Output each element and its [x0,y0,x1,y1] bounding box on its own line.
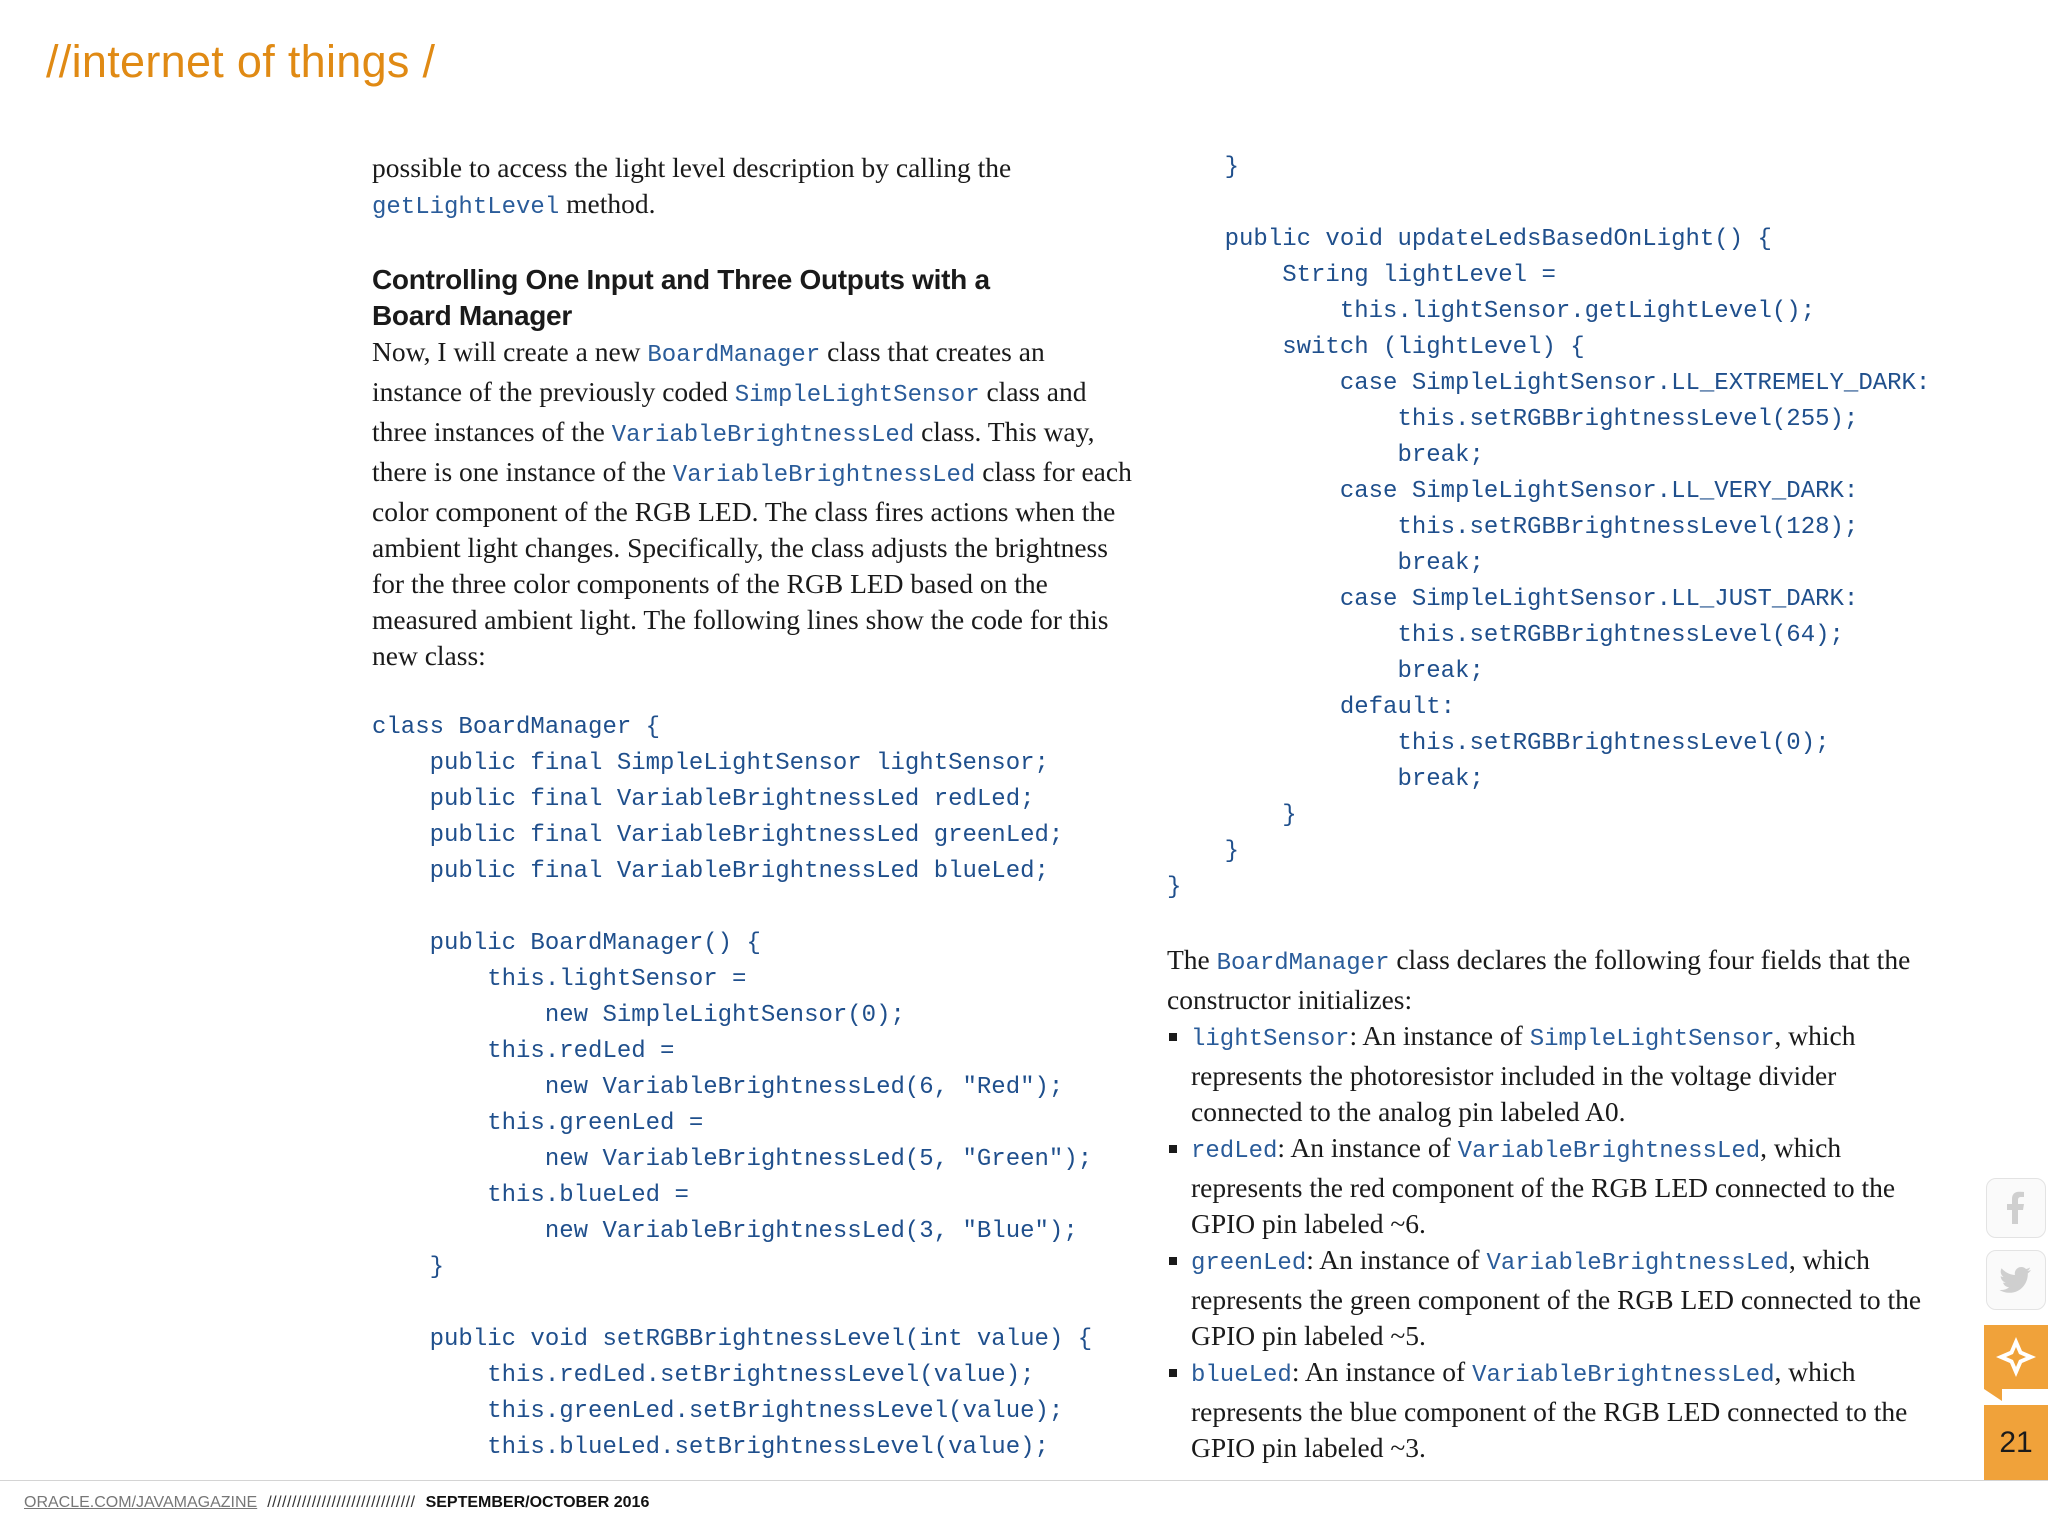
type-name: VariableBrightnessLed [1457,1138,1761,1165]
inline-code: getLightLevel [372,194,560,221]
facebook-share-button[interactable] [1986,1178,2046,1238]
footer [24,1494,649,1512]
twitter-icon [1995,1259,2037,1301]
text-run: : An instance of [1306,1244,1487,1275]
inline-code: SimpleLightSensor [734,382,980,409]
text-run: class for each color component of the RGB LED. The class fires actions when the ambient light changes. Specifically, the class adjusts the brightness for the three color components of the RGB LED based on the measured ambient light. The following lines show the code for this new class: [372,456,1132,671]
list-item [1167,1354,1927,1466]
heading-line-2: Board Manager [372,300,572,331]
left-column [372,150,1132,1466]
body-paragraph [372,334,1132,674]
text-run: , which represents the green component of the RGB LED connected to the GPIO pin labeled ~5. [1191,1244,1922,1351]
facebook-icon [1996,1188,2036,1228]
text-run: : An instance of [1291,1356,1473,1387]
share-button[interactable] [1984,1325,2048,1389]
footer-slashes: ////////////////////////////// [267,1494,416,1511]
list-item [1167,1130,1927,1242]
fields-intro-paragraph [1167,942,1927,1018]
right-column [1167,150,1931,1466]
text-run: Now, I will create a new [372,336,648,367]
text-run: class that creates an instance of the previously coded [372,336,1045,407]
code-block: class BoardManager { public final SimpleLightSensor lightSensor; public final VariableBrightnessLed redLed; public final VariableBrightnessLed greenLed; public final VariableBrightnessLed blueLed; public BoardManager() { this.lightSensor = new SimpleLightSensor(0); this.redLed = new VariableBrightnessLed(6, "Red"); this.greenLed = new VariableBrightnessLed(5, "Green"); this.blueLed = new VariableBrightnessLed(3, "Blue"); } public void setRGBBrightnessLevel(int value) { this.redLed.setBrightnessLevel(value); this.greenLed.setBrightnessLevel(value); this.blueLed.setBrightnessLevel(value); [372,714,1093,1461]
type-name: VariableBrightnessLed [1472,1362,1775,1389]
code-block-continued: } public void updateLedsBasedOnLight() { String lightLevel = this.lightSensor.getLightLevel(); switch (lightLevel) { case SimpleLightSensor.LL_EXTREMELY_DARK: this.setRGBBrightnessLevel(255); break; case SimpleLightSensor.LL_VERY_DARK: this.setRGBBrightnessLevel(128); break; case SimpleLightSensor.LL_JUST_DARK: this.setRGBBrightnessLevel(64); break; default: this.setRGBBrightnessLevel(0); break; } } } [1167,154,1931,901]
list-item [1167,1242,1927,1354]
page-number: 21 [1984,1405,2048,1481]
text-run: : An instance of [1277,1132,1458,1163]
field-name: blueLed [1191,1362,1292,1389]
heading-line-1: Controlling One Input and Three Outputs with a [372,264,990,295]
intro-text-end: method. [559,188,656,219]
text-run: class. This way, there is one instance of the [372,416,1095,487]
intro-paragraph [372,150,1132,226]
field-name: redLed [1191,1138,1278,1165]
fields-list [1167,1018,1927,1466]
text-run: , which represents the blue component of the RGB LED connected to the GPIO pin labeled ~3. [1191,1356,1908,1463]
issue-label: SEPTEMBER/OCTOBER 2016 [425,1494,650,1511]
text-run: , which represents the red component of the RGB LED connected to the GPIO pin labeled ~6. [1191,1132,1896,1239]
inline-code: BoardManager [1216,950,1390,977]
section-heading [372,262,1132,334]
text-run: : An instance of [1349,1020,1530,1051]
inline-code: VariableBrightnessLed [672,462,976,489]
text-run: class declares the following four fields that the constructor initializes: [1167,944,1911,1015]
type-name: VariableBrightnessLed [1486,1250,1789,1277]
twitter-share-button[interactable] [1986,1250,2046,1310]
text-run: , which represents the photoresistor included in the voltage divider connected to the analog pin labeled A0. [1191,1020,1856,1127]
list-item [1167,1018,1927,1130]
type-name: SimpleLightSensor [1529,1026,1775,1053]
text-run: The [1167,944,1217,975]
text-run: class and three instances of the [372,376,1087,447]
magazine-link[interactable]: ORACLE.COM/JAVAMAGAZINE [24,1494,258,1511]
section-title: //internet of things / [46,36,436,87]
inline-code: VariableBrightnessLed [611,422,915,449]
inline-code: BoardManager [647,342,821,369]
field-name: greenLed [1191,1250,1307,1277]
share-button-tail [1984,1389,2002,1401]
field-name: lightSensor [1191,1026,1350,1053]
share-icon [1993,1334,2039,1380]
footer-divider [0,1480,2048,1481]
intro-text: possible to access the light level description by calling the [372,152,1012,183]
